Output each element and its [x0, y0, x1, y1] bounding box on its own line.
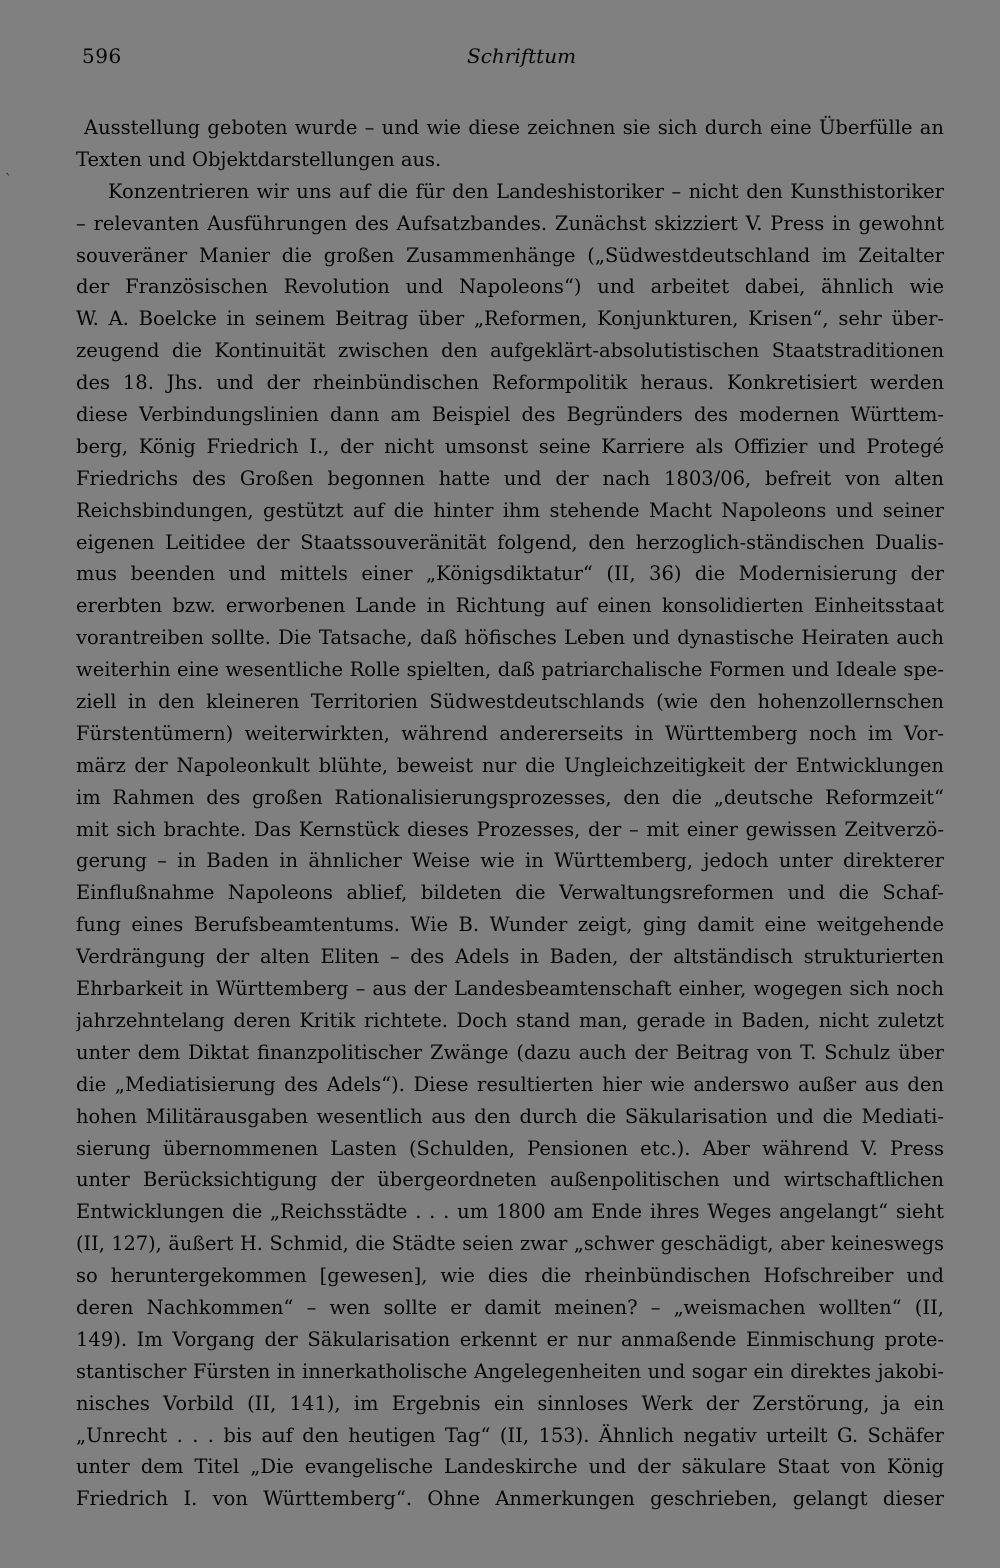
- text-line: Texten und Objektdarstellungen aus.: [76, 147, 442, 171]
- text-line: 149). Im Vorgang der Säkularisation erkennt er nur anmaßende Einmischung prote-: [76, 1327, 944, 1351]
- text-line: W. A. Boelcke in seinem Beitrag über „Reformen, Konjunkturen, Krisen“, sehr über-: [76, 307, 944, 331]
- text-line: berg, König Friedrich I., der nicht umsonst seine Karriere als Offizier und Protegé: [76, 434, 944, 458]
- body-text: [76, 112, 944, 1515]
- text-line: weiterhin eine wesentliche Rolle spielten, daß patriarchalische Formen und Ideale spe-: [76, 658, 944, 682]
- text-line: fung eines Berufsbeamtentums. Wie B. Wunder zeigt, ging damit eine weitgehende: [76, 913, 944, 937]
- text-line: Einflußnahme Napoleons ablief, bildeten die Verwaltungsreformen und die Schaf-: [76, 881, 944, 905]
- text-line: sierung übernommenen Lasten (Schulden, Pensionen etc.). Aber während V. Press: [76, 1136, 944, 1160]
- scan-mark: `: [5, 172, 12, 188]
- text-line: gerung – in Baden in ähnlicher Weise wie in Württemberg, jedoch unter direkterer: [76, 849, 944, 873]
- text-line: Verdrängung der alten Eliten – des Adels in Baden, der altständisch strukturierten: [76, 945, 944, 969]
- text-line: unter dem Diktat finanzpolitischer Zwänge (dazu auch der Beitrag von T. Schulz über: [76, 1040, 944, 1064]
- text-line: Ausstellung geboten wurde – und wie diese zeichnen sie sich durch eine Überfülle an: [84, 116, 944, 139]
- text-line: eigenen Leitidee der Staatssouveränität folgend, den herzoglich-ständischen Dualis-: [76, 530, 944, 554]
- text-line: der Französischen Revolution und Napoleons“) und arbeitet dabei, ähnlich wie: [76, 275, 944, 299]
- text-line: – relevanten Ausführungen des Aufsatzbandes. Zunächst skizziert V. Press in gewohnt: [76, 211, 944, 235]
- text-line: deren Nachkommen“ – wen sollte er damit meinen? – „weismachen wollten“ (II,: [76, 1295, 944, 1319]
- text-line: Friedrich I. von Württemberg“. Ohne Anmerkungen geschrieben, gelangt dieser: [76, 1487, 944, 1511]
- page-header: [82, 44, 942, 78]
- text-line: Reichsbindungen, gestützt auf die hinter ihm stehende Macht Napoleons und seiner: [76, 498, 944, 522]
- text-line: ererbten bzw. erworbenen Lande in Richtung auf einen konsolidierten Einheitsstaat: [76, 594, 944, 618]
- text-line: „Unrecht . . . bis auf den heutigen Tag“ (II, 153). Ähnlich negativ urteilt G. Schäfer: [76, 1423, 944, 1447]
- text-line: die „Mediatisierung des Adels“). Diese resultierten hier wie anderswo außer aus den: [76, 1072, 944, 1096]
- text-line: (II, 127), äußert H. Schmid, die Städte seien zwar „schwer geschädigt, aber keineswegs: [76, 1232, 944, 1256]
- text-line: ziell in den kleineren Territorien Südwestdeutschlands (wie den hohenzollernschen: [76, 690, 944, 714]
- text-line: unter Berücksichtigung der übergeordneten außenpolitischen und wirtschaftlichen: [76, 1168, 944, 1192]
- page-number: 596: [82, 44, 122, 68]
- text-line: Friedrichs des Großen begonnen hatte und der nach 1803/06, befreit von alten: [76, 466, 944, 490]
- text-line: zeugend die Kontinuität zwischen den aufgeklärt-absolutistischen Staatstraditionen: [76, 339, 944, 363]
- text-line: vorantreiben sollte. Die Tatsache, daß höfisches Leben und dynastische Heiraten auch: [76, 626, 944, 650]
- text-line: hohen Militärausgaben wesentlich aus den durch die Säkularisation und die Mediati-: [76, 1104, 944, 1128]
- text-line: diese Verbindungslinien dann am Beispiel des Begründers des modernen Württem-: [76, 403, 944, 427]
- text-line: stantischer Fürsten in innerkatholische Angelegenheiten und sogar ein direktes jakobi-: [76, 1359, 944, 1383]
- text-line: mus beenden und mittels einer „Königsdiktatur“ (II, 36) die Modernisierung der: [76, 562, 944, 586]
- text-line: nisches Vorbild (II, 141), im Ergebnis ein sinnloses Werk der Zerstörung, ja ein: [76, 1391, 944, 1415]
- text-line: Entwicklungen die „Reichsstädte . . . um 1800 am Ende ihres Weges angelangt“ sieht: [76, 1200, 944, 1224]
- text-line: Fürstentümern) weiterwirkten, während andererseits in Württemberg noch im Vor-: [76, 721, 944, 745]
- text-line: des 18. Jhs. und der rheinbündischen Reformpolitik heraus. Konkretisiert werden: [76, 371, 944, 395]
- text-line: Konzentrieren wir uns auf die für den Landeshistoriker – nicht den Kunsthistoriker: [108, 179, 944, 203]
- text-line: so heruntergekommen [gewesen], wie dies die rheinbündischen Hofschreiber und: [76, 1264, 944, 1288]
- text-line: mit sich brachte. Das Kernstück dieses Prozesses, der – mit einer gewissen Zeitverzö-: [76, 817, 944, 841]
- running-title: Schrifttum: [467, 44, 577, 68]
- text-line: jahrzehntelang deren Kritik richtete. Doch stand man, gerade in Baden, nicht zuletzt: [76, 1008, 944, 1032]
- text-line: souveräner Manier die großen Zusammenhänge („Südwestdeutschland im Zeitalter: [76, 243, 944, 267]
- text-line: unter dem Titel „Die evangelische Landeskirche und der säkulare Staat von König: [76, 1455, 944, 1479]
- text-line: im Rahmen des großen Rationalisierungsprozesses, den die „deutsche Reformzeit“: [76, 785, 944, 809]
- text-line: märz der Napoleonkult blühte, beweist nur die Ungleichzeitigkeit der Entwicklungen: [76, 753, 944, 777]
- text-line: Ehrbarkeit in Württemberg – aus der Landesbeamtenschaft einher, wogegen sich noch: [76, 977, 944, 1001]
